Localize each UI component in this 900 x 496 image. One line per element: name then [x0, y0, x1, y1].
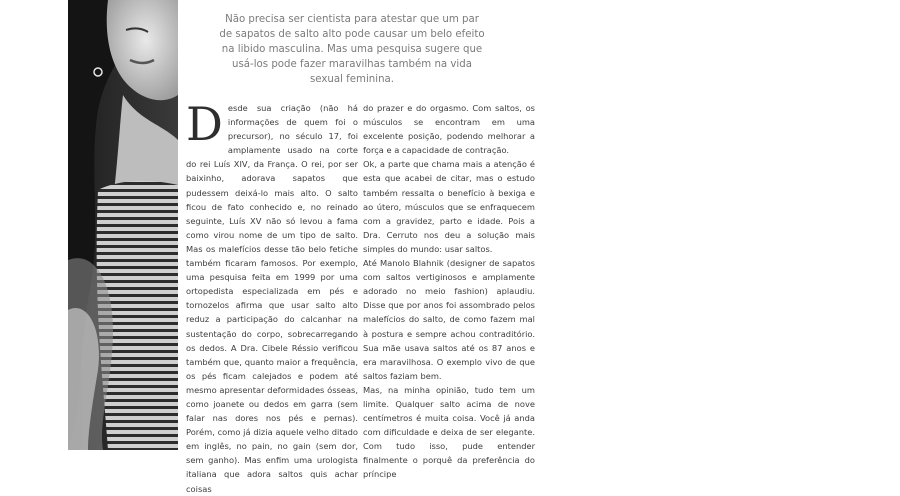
paragraph: Ok, a parte que chama mais a atenção é esta que acabei de citar, mas o estudo também ressalta o benefício à bexiga e ao útero, músculos que se enfraquecem com a gravidez, parto e idade. Pois a Dra. Cerruto nos deu a solução mais simples do mundo: usar saltos.	[363, 159, 535, 254]
paragraph: Até Manolo Blahnik (designer de sapatos com saltos vertiginosos e amplamente adorado no meio fashion) aplaudiu. Disse que por anos foi assombrado pelos malefícios do salto, de como fazem mal à postura e sempre achou contraditório. Sua mãe usava saltos até os 87 anos e era maravilhosa. O exemplo vivo de que saltos faziam bem.	[363, 258, 535, 381]
portrait-illustration	[68, 0, 178, 450]
paragraph: do prazer e do orgasmo. Com saltos, os músculos se encontram em uma excelente posição, podendo melhorar a força e a capacidade de contração.	[363, 103, 535, 156]
article-intro: Não precisa ser cientista para atestar que um par de sapatos de salto alto pode causar um belo efeito na libido masculina. Mas uma pesquisa sugere que usá-los pode fazer maravilhas também na vida sexual feminina.	[219, 14, 485, 85]
drop-cap: D	[186, 97, 223, 151]
article-column-2	[363, 101, 535, 482]
paragraph: esde sua criação (não há informações de quem foi o precursor), no século 17, foi amplamente usado na corte do rei Luís XIV, da França. O rei, por ser baixinho, adorava sapatos que pudessem deixá-lo mais alto. O salto ficou de fato conhecido e, no reinado seguinte, Luís XV não só levou a fama como virou nome de um tipo de salto. Mas os malefícios desse tão belo fetiche também ficaram famosos. Por exemplo, uma pesquisa feita em 1999 por uma ortopedista especializada em pés e tornozelos afirma que usar salto alto reduz a participação do calcanhar na sustentação do corpo, sobrecarregando os dedos. A Dra. Cibele Réssio verificou também que, quanto maior a frequência, os pés ficam calejados e podem até mesmo apresentar deformidades ósseas, como joanete ou dedos em garra (sem falar nas dores nos pés e pernas). Porém, como já dizia aquele velho ditado em inglês, no pain, no gain (sem dor, sem ganho). Mas enfim uma urologista italiana que adora saltos quis achar coisas	[186, 103, 358, 494]
article-column-1	[186, 97, 358, 496]
paragraph: Mas, na minha opinião, tudo tem um limite. Qualquer salto acima de nove centímetros é muita coisa. Você já anda com dificuldade e deixa de ser elegante. Com tudo isso, pude entender finalmente o porquê da preferência do príncipe	[363, 384, 535, 480]
portrait-photo	[68, 0, 178, 450]
